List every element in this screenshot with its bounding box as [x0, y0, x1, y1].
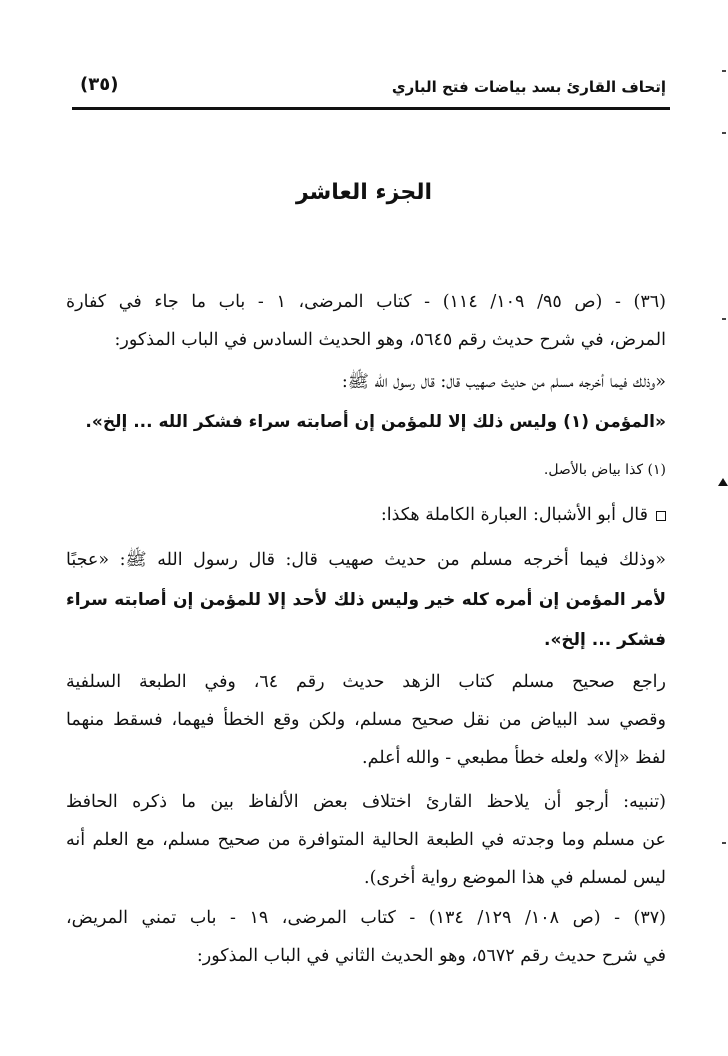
part-title: الجزء العاشر — [295, 180, 433, 205]
scan-edge-triangle-icon — [718, 478, 728, 486]
text-line: «وذلك فيما أخرجه مسلم من حديث صهيب قال: قال رسول الله ﷺ: «عجبًا — [66, 550, 666, 570]
page-number: (٣٥) — [80, 74, 119, 95]
scan-edge-mark — [722, 132, 726, 134]
square-bullet-icon — [656, 511, 666, 521]
text-line: (تنبيه: أرجو أن يلاحظ القارئ اختلاف بعض الألفاظ بين ما ذكره الحافظ — [66, 792, 666, 812]
text-line: المرض، في شرح حديث رقم ٥٦٤٥، وهو الحديث السادس في الباب المذكور: — [114, 330, 666, 350]
text-line: لأمر المؤمن إن أمره كله خير وليس ذلك لأحد إلا للمؤمن إن أصابته سراء — [66, 590, 666, 610]
scan-edge-mark — [722, 318, 726, 320]
text-line: (٣٦) - (ص ٩٥/ ١٠٩/ ١١٤) - كتاب المرضى، ١ - باب ما جاء في كفارة — [66, 292, 666, 312]
commentary-heading — [66, 503, 666, 529]
text-line: فشكر ... إلخ». — [543, 630, 666, 650]
running-title: إتحاف القارئ بسد بياضات فتح الباري — [391, 78, 666, 96]
text-line: لفظ «إلا» ولعله خطأ مطبعي - والله أعلم. — [362, 748, 666, 768]
text-line: ليس لمسلم في هذا الموضع رواية أخرى). — [364, 868, 666, 888]
header-rule — [72, 107, 670, 110]
page-header — [72, 64, 670, 104]
commentary-label: قال أبو الأشبال: العبارة الكاملة هكذا: — [380, 505, 648, 525]
text-line: «وذلك فيما أخرجه مسلم من حديث صهيب قال: قال رسول الله ﷺ: — [341, 372, 666, 392]
footnote: (١) كذا بياض بالأصل. — [543, 462, 666, 478]
text-line: (٣٧) - (ص ١٠٨/ ١٢٩/ ١٣٤) - كتاب المرضى، ١٩ - باب تمني المريض، — [66, 908, 666, 928]
scan-edge-mark — [722, 842, 726, 844]
scan-edge-mark — [722, 70, 726, 72]
text-line: «المؤمن (١) وليس ذلك إلا للمؤمن إن أصابته سراء فشكر الله ... إلخ». — [85, 412, 666, 432]
text-line: وقصي سد البياض من نقل صحيح مسلم، ولكن وقع الخطأ فيهما، فسقط منهما — [66, 710, 666, 730]
text-line: في شرح حديث رقم ٥٦٧٢، وهو الحديث الثاني في الباب المذكور: — [196, 946, 666, 966]
text-line: راجع صحيح مسلم كتاب الزهد حديث رقم ٦٤، وفي الطبعة السلفية — [66, 672, 666, 692]
text-line: عن مسلم وما وجدته في الطبعة الحالية المتوافرة من صحيح مسلم، مع العلم أنه — [66, 830, 666, 850]
